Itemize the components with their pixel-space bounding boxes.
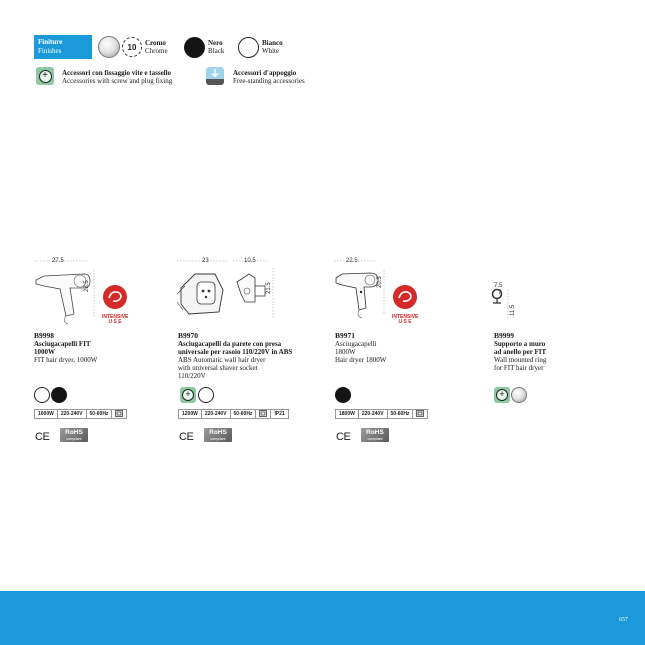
rohs-label: RoHS bbox=[65, 428, 83, 436]
legend-screw-fixing bbox=[62, 69, 172, 85]
product-text-b9971 bbox=[335, 331, 465, 364]
spec-row-b9971 bbox=[335, 409, 428, 419]
free-standing-icon bbox=[206, 67, 224, 85]
product-text-b9970 bbox=[178, 331, 328, 380]
ce-mark-b9970: CE bbox=[179, 431, 194, 443]
dim-height-b9970: 21.5 bbox=[266, 282, 272, 294]
spec-power: 1200W bbox=[179, 410, 202, 418]
dim-width-b9971: 22.5 bbox=[346, 258, 358, 264]
product-code: B9970 bbox=[178, 331, 199, 340]
dim-height-b9971: 20.5 bbox=[377, 276, 383, 288]
rohs-label: RoHS bbox=[209, 428, 227, 436]
intensive-use-icon-b9998 bbox=[102, 284, 128, 324]
product-title-it: Asciugacapelli bbox=[335, 340, 377, 348]
spec-frequency: 50-60Hz bbox=[87, 410, 113, 418]
rohs-sub-label: compliant bbox=[210, 436, 226, 441]
screw-fixing-icon: + bbox=[36, 67, 54, 85]
product-title-it-2: universale per rasoio 110/220V in ABS bbox=[178, 348, 293, 356]
product-code: B9998 bbox=[34, 331, 55, 340]
screw-fixing-icon-b9999: + bbox=[494, 387, 510, 403]
black-it: Nero bbox=[208, 39, 223, 47]
product-code: B9971 bbox=[335, 331, 356, 340]
spec-power: 1000W bbox=[35, 410, 58, 418]
rohs-label: RoHS bbox=[366, 428, 384, 436]
finish-black-b9971 bbox=[335, 387, 351, 403]
spec-ip-rating: IP21 bbox=[274, 411, 285, 417]
product-desc-3: 110/220V bbox=[178, 372, 206, 380]
double-insulation-icon bbox=[112, 410, 126, 418]
dim-height-b9999: 7 bbox=[498, 290, 502, 296]
product-desc: FIT hair dryer, 1000W bbox=[34, 356, 98, 364]
chrome-swatch bbox=[98, 36, 120, 58]
spec-frequency: 50-60Hz bbox=[231, 410, 257, 418]
double-insulation-icon bbox=[256, 410, 271, 418]
product-text-b9999 bbox=[494, 331, 624, 372]
finish-white-b9970 bbox=[198, 387, 214, 403]
intensive-label: INTENSIVE bbox=[392, 314, 419, 320]
legend-chrome bbox=[145, 39, 168, 55]
stand-it: Accessori d'appoggio bbox=[233, 69, 297, 77]
white-swatch bbox=[238, 37, 259, 58]
dim-width-b9999: 7.5 bbox=[494, 283, 503, 289]
finishes-it: Finiture bbox=[38, 38, 63, 46]
legend-white bbox=[262, 39, 283, 55]
screw-en: Accessories with screw and plug fixing bbox=[62, 77, 173, 85]
product-title-it: Asciugacapelli FIT bbox=[34, 340, 91, 348]
product-title-it: Supporto a muro bbox=[494, 340, 546, 348]
spec-row-b9970 bbox=[178, 409, 289, 419]
spec-frequency: 50-60Hz bbox=[388, 410, 414, 418]
finishes-en: Finishes bbox=[38, 46, 62, 55]
chrome-it: Cromo bbox=[145, 39, 166, 47]
spec-row-b9998 bbox=[34, 409, 127, 419]
spec-voltage: 220-240V bbox=[359, 410, 388, 418]
footer-bar bbox=[0, 591, 645, 645]
black-swatch bbox=[184, 37, 205, 58]
product-desc: Wall mounted ring bbox=[494, 356, 547, 364]
product-image-b9970 bbox=[175, 256, 280, 326]
white-en: White bbox=[262, 47, 280, 55]
product-title-it-2: ad anello per FIT bbox=[494, 348, 547, 356]
ce-mark-b9998: CE bbox=[35, 431, 50, 443]
product-title-it-2: 1800W bbox=[335, 348, 356, 356]
spec-voltage: 220-240V bbox=[58, 410, 87, 418]
screw-fixing-icon-b9970: + bbox=[180, 387, 196, 403]
product-desc-2: with universal shaver socket bbox=[178, 364, 258, 372]
finishes-label bbox=[34, 35, 92, 59]
black-en: Black bbox=[208, 47, 225, 55]
product-desc: Hair dryer 1800W bbox=[335, 356, 387, 364]
dim-depth-b9970: 10.5 bbox=[244, 258, 256, 264]
page-number: 657 bbox=[619, 617, 628, 623]
product-code: B9999 bbox=[494, 331, 515, 340]
intensive-use-label: U S E bbox=[108, 319, 122, 325]
rohs-sub-label: compliant bbox=[367, 436, 383, 441]
stand-en: Free-standing accessories bbox=[233, 77, 305, 85]
legend-free-standing bbox=[233, 69, 305, 85]
product-desc: ABS Automatic wall hair dryer bbox=[178, 356, 266, 364]
double-insulation-icon bbox=[413, 410, 427, 418]
product-desc-2: for FIT hair dryer bbox=[494, 364, 544, 372]
finish-chrome-b9999 bbox=[511, 387, 527, 403]
rohs-badge-b9971 bbox=[361, 428, 389, 442]
dim-height2-b9999: 11.5 bbox=[510, 304, 516, 316]
dim-width-b9970: 23 bbox=[202, 258, 209, 264]
legend-black bbox=[208, 39, 224, 55]
product-title-it: Asciugacapelli da parete con presa bbox=[178, 340, 282, 348]
rohs-sub-label: compliant bbox=[66, 436, 82, 441]
chrome-en: Chrome bbox=[145, 47, 168, 55]
dim-width-b9998: 27.5 bbox=[52, 258, 64, 264]
chrome-10-year-badge: 10 bbox=[122, 37, 142, 57]
ce-mark-b9971: CE bbox=[336, 431, 351, 443]
rohs-badge-b9998 bbox=[60, 428, 88, 442]
product-image-b9971 bbox=[332, 256, 442, 326]
intensive-label: INTENSIVE bbox=[102, 314, 129, 320]
rohs-badge-b9970 bbox=[204, 428, 232, 442]
finish-white-b9998 bbox=[34, 387, 50, 403]
dim-height-b9998: 28.5 bbox=[84, 280, 90, 292]
finish-black-b9998 bbox=[51, 387, 67, 403]
white-it: Bianco bbox=[262, 39, 283, 47]
product-text-b9998 bbox=[34, 331, 164, 364]
intensive-use-label: U S E bbox=[398, 319, 412, 325]
screw-it: Accessori con fissaggio vite e tassello bbox=[62, 69, 172, 77]
intensive-use-icon-b9971 bbox=[392, 284, 418, 324]
spec-power: 1800W bbox=[336, 410, 359, 418]
spec-voltage: 220-240V bbox=[202, 410, 231, 418]
product-title-it-2: 1000W bbox=[34, 348, 55, 356]
